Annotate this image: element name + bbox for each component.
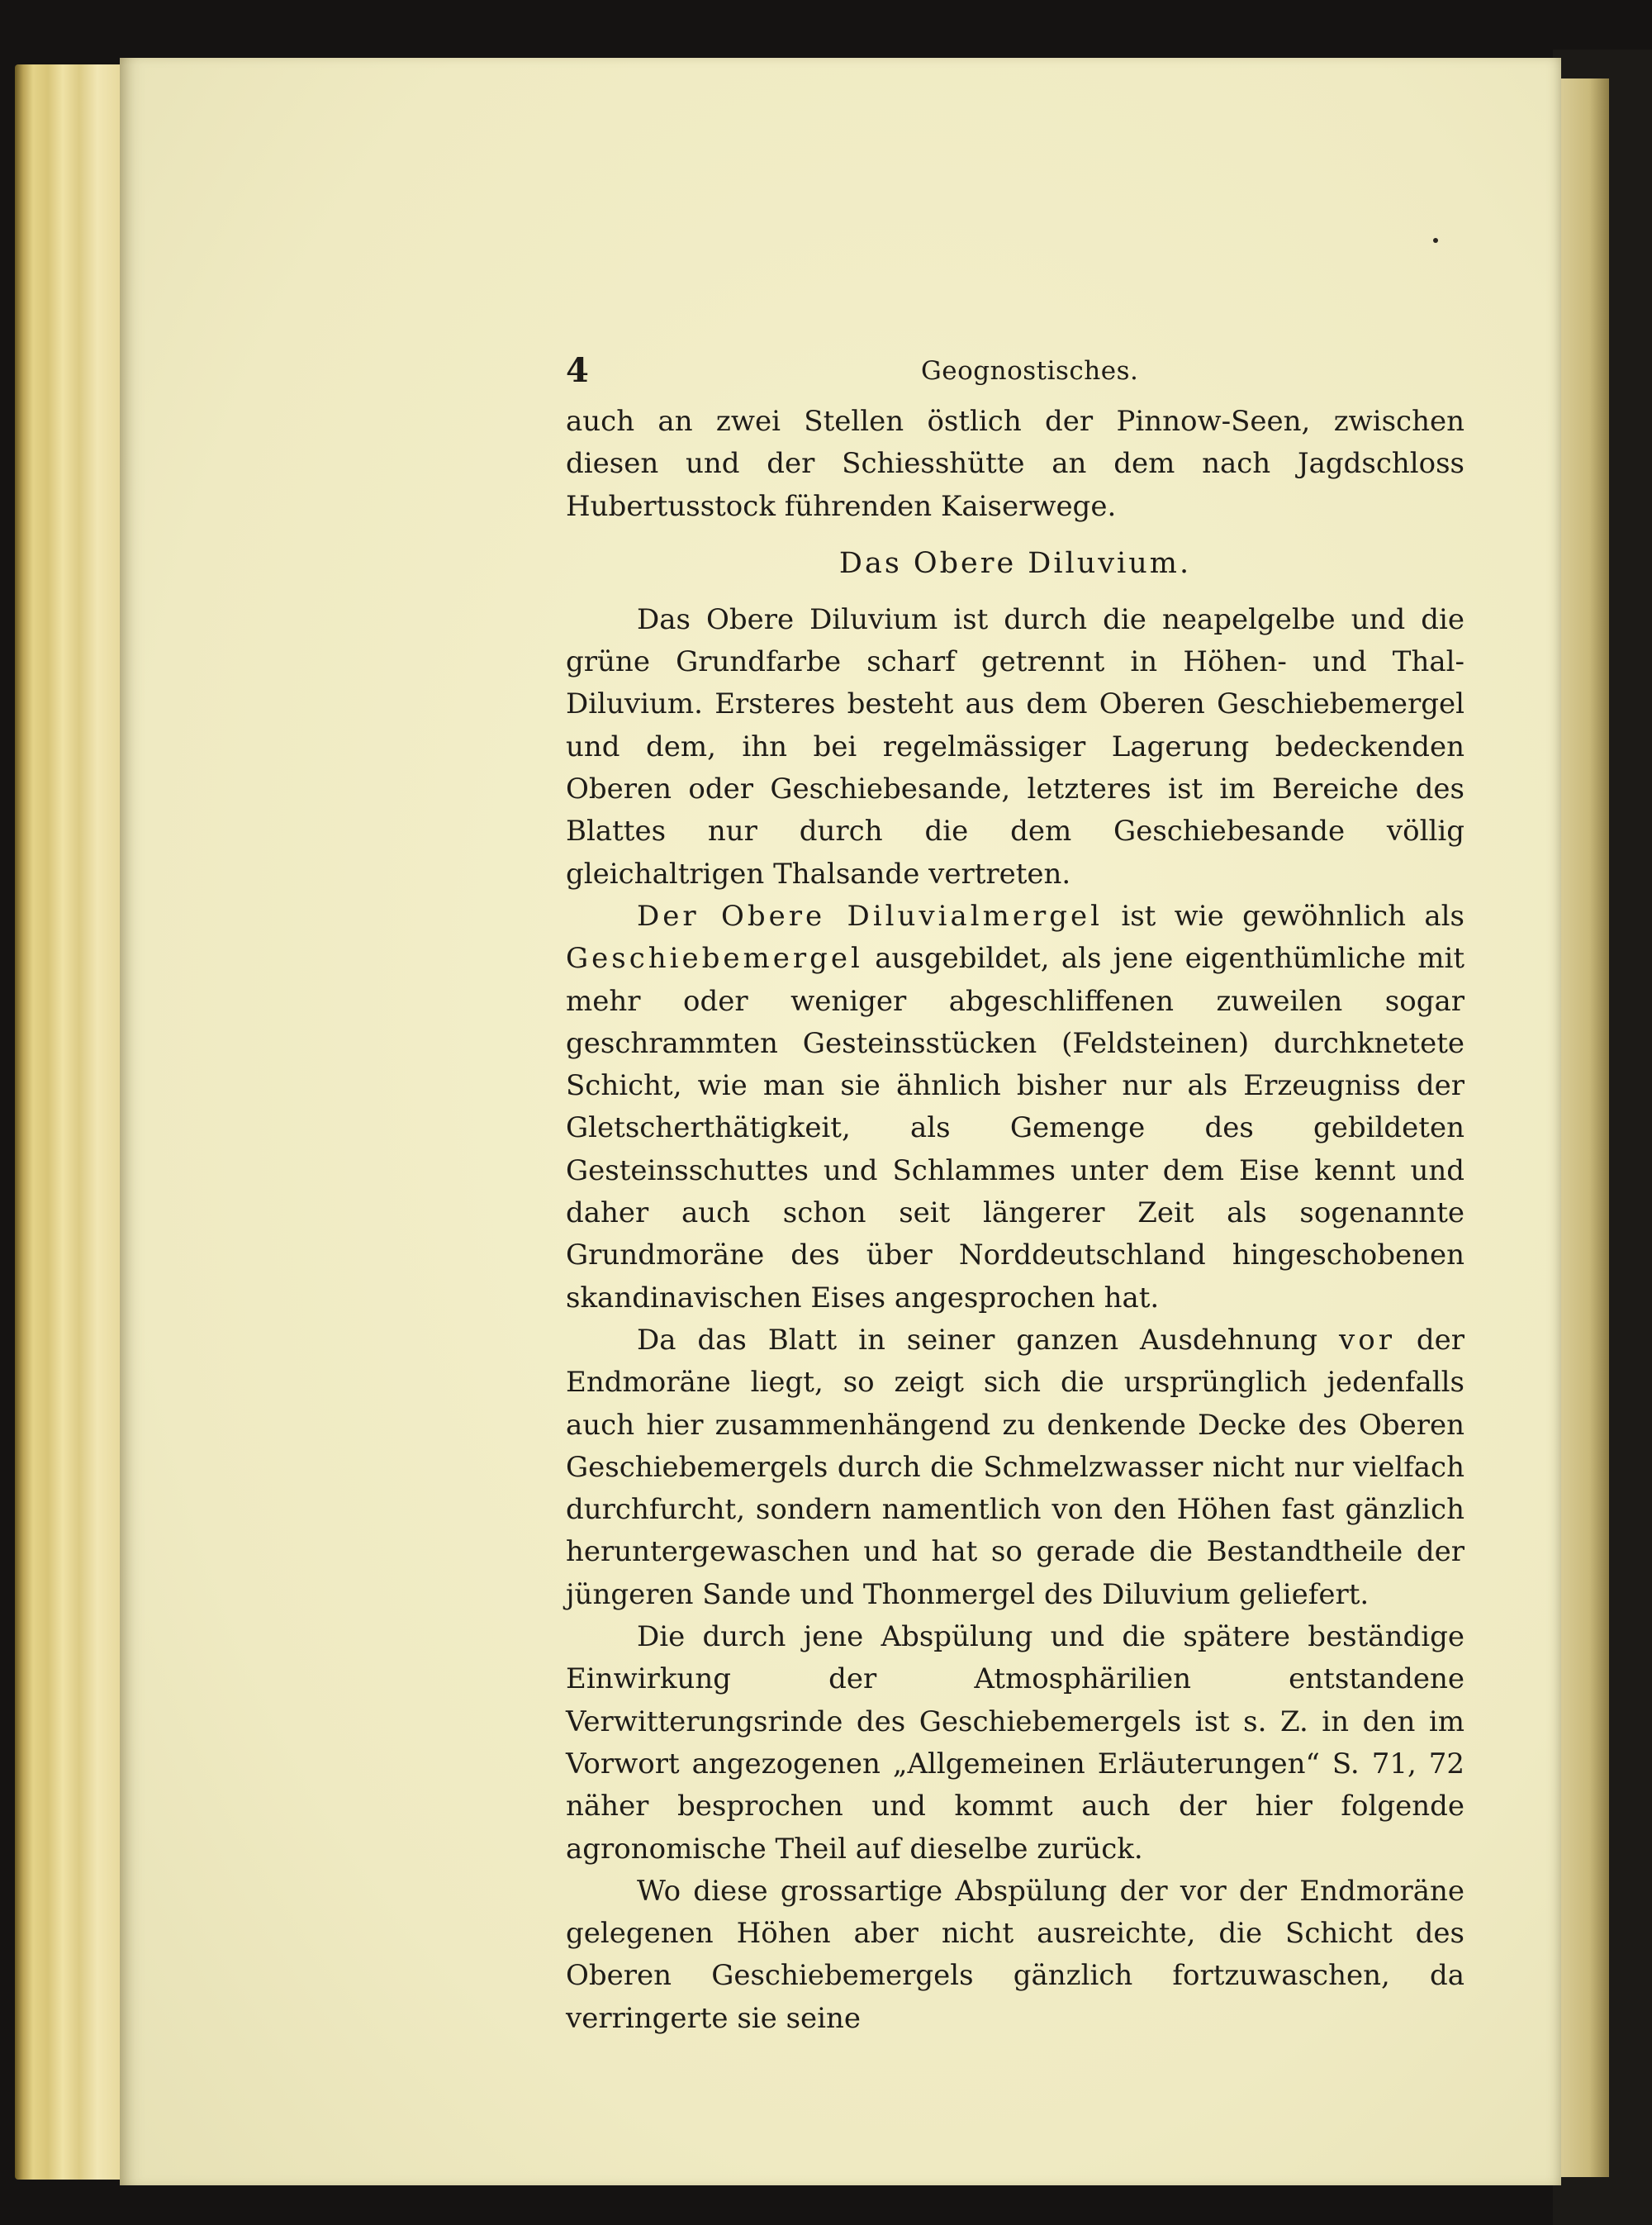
- paragraph-1: Das Obere Diluvium ist durch die neapelgelbe und die grüne Grundfarbe scharf getrennt in Höhen- und Thal-Diluvium. Ersteres besteht aus dem Oberen Geschiebemergel und dem, ihn bei regelmässiger Lagerung bedeckenden Oberen oder Geschiebesande, letzteres ist im Bereiche des Blattes nur durch die dem Geschiebesande völlig gleichaltrigen Thalsande vertreten.: [566, 602, 1464, 891]
- ink-speck: [1433, 238, 1438, 243]
- emphasis-vor: vor: [1339, 1323, 1395, 1357]
- page-text-block: [566, 351, 1464, 2040]
- paragraph-3: [566, 1319, 1464, 1616]
- paragraph-continuation: auch an zwei Stellen östlich der Pinnow-Seen, zwischen diesen und der Schiesshütte an dem nach Jagdschloss Hubertusstock führenden Kaiserwege.: [566, 405, 1464, 523]
- book-page: [120, 58, 1561, 2185]
- section-title: Das Obere Diluvium.: [838, 546, 1192, 580]
- paragraph-2-text-b: ausgebildet, als jene eigenthümliche mit mehr oder weniger abgeschliffenen zuweilen sogar geschrammten Gesteinsstücken (Feldsteinen) durchknetete Schicht, wie man sie ähnlich bisher nur als Erzeugniss der Gletscherthätigkeit, als Gemenge des gebildeten Gesteinsschuttes und Schlammes unter dem Eise kennt und daher auch schon seit längerer Zeit als sogenannte Grundmoräne des über Norddeutschland hingeschobenen skandinavischen Eises angesprochen hat.: [566, 942, 1464, 1315]
- running-head: [566, 351, 1464, 401]
- paragraph-4: Die durch jene Abspülung und die spätere beständige Einwirkung der Atmosphärilien entstandene Verwitterungsrinde des Geschiebemergels ist s. Z. in den im Vorwort angezogenen „Allgemeinen Erläuterungen“ S. 71, 72 näher besprochen und kommt auch der hier folgende agronomische Theil auf dieselbe zurück.: [566, 1620, 1464, 1866]
- paragraph-3-text-a: Da das Blatt in seiner ganzen Ausdehnung: [637, 1323, 1340, 1357]
- term-geschiebemergel: Geschiebemergel: [566, 942, 863, 976]
- page-number: 4: [566, 351, 589, 390]
- term-oberer-diluvialmergel: Der Obere Diluvialmergel: [637, 899, 1103, 933]
- paragraph-2: [566, 896, 1464, 1319]
- next-page-edge: [1559, 78, 1609, 2177]
- paragraph-2-text-a: ist wie gewöhnlich als: [1102, 899, 1464, 933]
- running-head-title: Geognostisches.: [921, 356, 1139, 386]
- paragraph-5: Wo diese grossartige Abspülung der vor der Endmoräne gelegenen Höhen aber nicht ausreichte, die Schicht des Oberen Geschiebemergels gänzlich fortzuwaschen, da verringerte sie seine: [566, 1874, 1464, 2035]
- paragraph-3-text-b: der Endmoräne liegt, so zeigt sich die ursprünglich jedenfalls auch hier zusammenhängend zu denkende Decke des Oberen Geschiebemergels durch die Schmelzwasser nicht nur vielfach durchfurcht, sondern namentlich von den Höhen fast gänzlich heruntergewaschen und hat so gerade die Bestandtheile der jüngeren Sande und Thonmergel des Diluvium geliefert.: [566, 1323, 1464, 1611]
